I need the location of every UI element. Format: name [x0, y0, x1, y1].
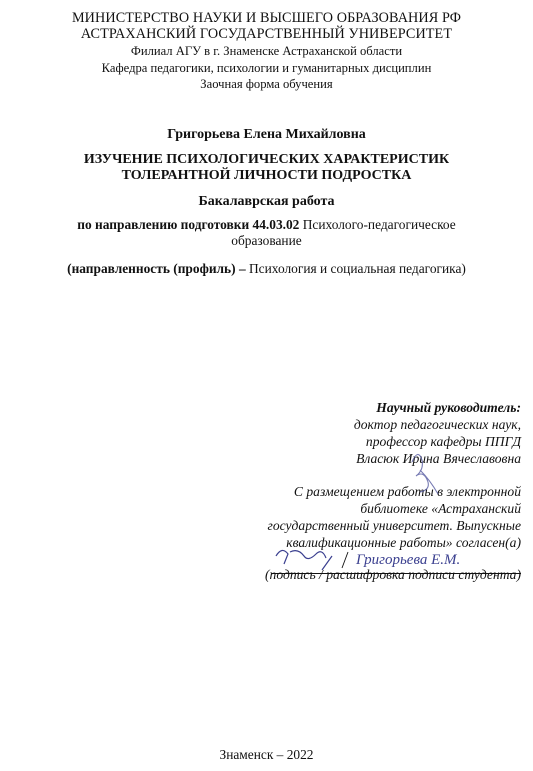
university-line: АСТРАХАНСКИЙ ГОСУДАРСТВЕННЫЙ УНИВЕРСИТЕТ — [80, 26, 453, 42]
thesis-title-line2: ТОЛЕРАНТНОЙ ЛИЧНОСТИ ПОДРОСТКА — [121, 168, 412, 183]
supervisor-heading: Научный руководитель: — [376, 400, 521, 415]
consent-line2: библиотеке «Астраханский — [360, 501, 521, 516]
branch-line: Филиал АГУ в г. Знаменске Астраханской области — [130, 44, 403, 58]
author-name: Григорьева Елена Михайловна — [167, 127, 366, 142]
supervisor-name: Власюк Ирина Вячеславовна — [356, 451, 521, 466]
place-year: Знаменск – 2022 — [219, 747, 314, 762]
signature-slash — [342, 552, 348, 568]
thesis-title-line1: ИЗУЧЕНИЕ ПСИХОЛОГИЧЕСКИХ ХАРАКТЕРИСТИК — [83, 152, 450, 167]
consent-line4: квалификационные работы» согласен(а) — [286, 535, 521, 550]
signature-caption: (подпись / расшифровка подписи студента) — [265, 567, 521, 582]
work-type: Бакалаврская работа — [198, 194, 335, 209]
consent-line1: С размещением работы в электронной — [293, 484, 521, 499]
supervisor-position: профессор кафедры ППГД — [365, 434, 521, 449]
student-signature-mark — [276, 550, 332, 570]
ministry-line: МИНИСТЕРСТВО НАУКИ И ВЫСШЕГО ОБРАЗОВАНИЯ РФ — [71, 10, 462, 26]
study-form-line: Заочная форма обучения — [200, 77, 333, 91]
supervisor-degree: доктор педагогических наук, — [353, 417, 521, 432]
supervisor-signature-mark — [412, 454, 438, 494]
student-name-handwritten: Григорьева Е.М. — [356, 552, 461, 568]
direction-value: Психолого-педагогическое — [302, 217, 456, 232]
profile-value: Психология и социальная педагогика) — [249, 261, 466, 276]
direction-value-line2: образование — [231, 233, 302, 248]
direction-label: по направлению подготовки 44.03.02 — [77, 217, 300, 232]
profile-label: (направленность (профиль) – — [67, 261, 246, 276]
consent-line3: государственный университет. Выпускные — [267, 518, 521, 533]
department-line: Кафедра педагогики, психологии и гуманитарных дисциплин — [101, 61, 432, 75]
